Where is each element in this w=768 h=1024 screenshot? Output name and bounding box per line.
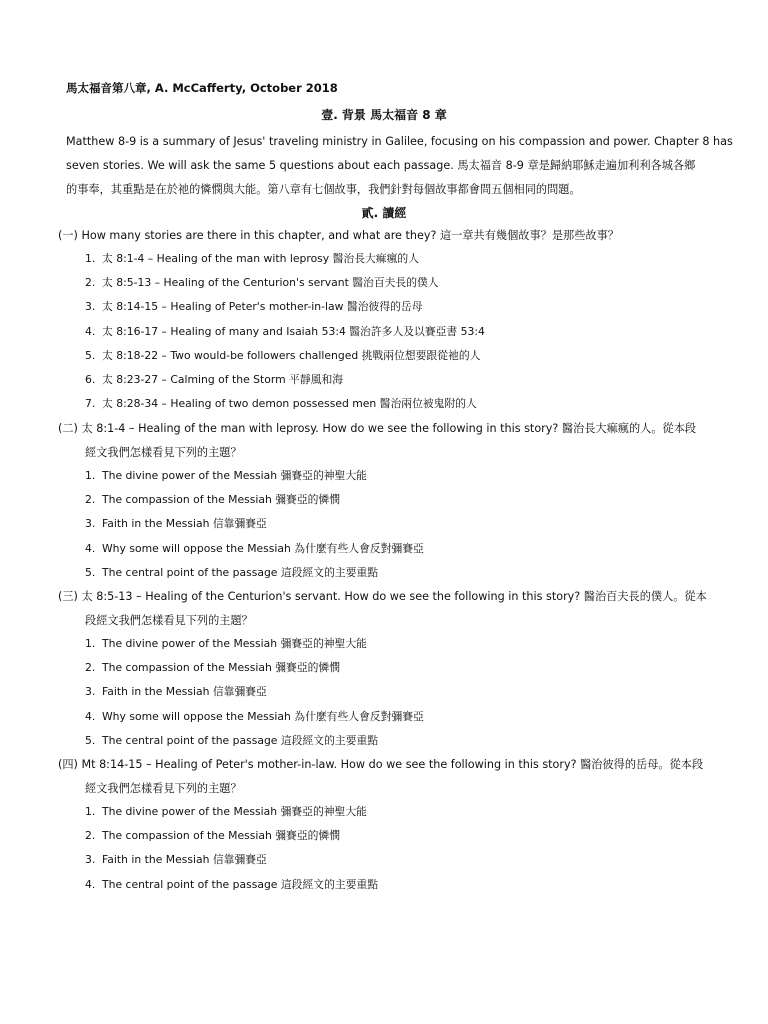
item-text: 太 8:18-22 – Two would-be followers challenged 挑戰兩位想要跟從祂的人 — [102, 348, 481, 362]
item-number: 2. — [85, 276, 96, 290]
list-item — [85, 368, 485, 392]
item-number: 4. — [85, 324, 96, 338]
item-number: 4. — [85, 541, 96, 555]
item-number: 3. — [85, 685, 96, 699]
list-item — [85, 488, 424, 512]
list-item — [85, 320, 485, 344]
question-4 — [58, 753, 718, 801]
intro-line: seven stories. We will ask the same 5 questions about each passage. 馬太福音 8-9 章是歸納耶穌走遍加利利各城各鄉 — [66, 159, 696, 172]
item-number: 5. — [85, 565, 96, 579]
item-number: 3. — [85, 300, 96, 314]
item-text: 太 8:14-15 – Healing of Peter's mother-in-law 醫治彼得的岳母 — [102, 300, 423, 314]
question-text-continued: 經文我們怎樣看見下列的主題？ — [85, 782, 242, 795]
question-text-continued: 經文我們怎樣看見下列的主題？ — [85, 446, 242, 459]
item-text: The central point of the passage 這段經文的主要重點 — [102, 877, 379, 891]
list-item — [85, 512, 424, 536]
list-item — [85, 705, 424, 729]
item-number: 2. — [85, 661, 96, 675]
item-number: 5. — [85, 733, 96, 747]
item-text: Faith in the Messiah 信靠彌賽亞 — [102, 685, 267, 699]
item-number: 2. — [85, 493, 96, 507]
question-text: (四) Mt 8:14-15 – Healing of Peter's mother-in-law. How do we see the following in this story? 醫治彼得的岳母。從本段 — [58, 758, 704, 771]
item-text: 太 8:16-17 – Healing of many and Isaiah 53:4 醫治許多人及以賽亞書 53:4 — [102, 324, 485, 338]
question-text: (三) 太 8:5-13 – Healing of the Centurion's servant. How do we see the following in this story? 醫治百夫長的僕人。從本 — [58, 590, 707, 603]
item-number: 2. — [85, 829, 96, 843]
item-number: 1. — [85, 469, 96, 482]
item-text: The compassion of the Messiah 彌賽亞的憐憫 — [102, 493, 341, 507]
list-item — [85, 680, 424, 704]
list-item — [85, 247, 485, 271]
list-item — [85, 656, 424, 680]
item-text: 太 8:1-4 – Healing of the man with leprosy 醫治長大痲瘋的人 — [102, 252, 419, 265]
document-header: 馬太福音第八章, A. McCafferty, October 2018 — [66, 81, 338, 95]
item-number: 1. — [85, 252, 96, 265]
question-1 — [58, 224, 718, 248]
item-number: 7. — [85, 397, 96, 411]
list-item — [85, 632, 424, 656]
intro-line: 的事奉，其重點是在於祂的憐憫與大能。第八章有七個故事，我們針對每個故事都會問五個相同的問題。 — [66, 183, 581, 196]
item-number: 3. — [85, 517, 96, 531]
item-number: 1. — [85, 637, 96, 650]
item-text: Faith in the Messiah 信靠彌賽亞 — [102, 853, 267, 867]
item-text: The central point of the passage 這段經文的主要重點 — [102, 733, 379, 747]
list-item — [85, 537, 424, 561]
question-4-list — [85, 800, 378, 897]
question-3 — [58, 585, 718, 633]
item-text: The divine power of the Messiah 彌賽亞的神聖大能 — [102, 637, 367, 650]
question-text: (二) 太 8:1-4 – Healing of the man with leprosy. How do we see the following in this story? 醫治長大痲瘋的人。從本段 — [58, 422, 697, 435]
list-item — [85, 848, 378, 872]
item-number: 6. — [85, 372, 96, 386]
list-item — [85, 800, 378, 824]
intro-paragraph — [66, 130, 733, 202]
question-2-list — [85, 464, 424, 585]
list-item — [85, 392, 485, 416]
item-number: 1. — [85, 805, 96, 818]
list-item — [85, 729, 424, 753]
item-text: Why some will oppose the Messiah 為什麼有些人會反對彌賽亞 — [102, 709, 424, 723]
question-text-continued: 段經文我們怎樣看見下列的主題？ — [85, 614, 253, 627]
list-item — [85, 824, 378, 848]
list-item — [85, 464, 424, 488]
item-text: The divine power of the Messiah 彌賽亞的神聖大能 — [102, 805, 367, 818]
list-item — [85, 344, 485, 368]
item-text: The divine power of the Messiah 彌賽亞的神聖大能 — [102, 469, 367, 482]
item-text: Why some will oppose the Messiah 為什麼有些人會反對彌賽亞 — [102, 541, 424, 555]
item-text: 太 8:23-27 – Calming of the Storm 平靜風和海 — [102, 372, 344, 386]
question-text: (一) How many stories are there in this chapter, and what are they? 這一章共有幾個故事？是那些故事？ — [58, 229, 619, 242]
question-2 — [58, 417, 718, 465]
list-item — [85, 271, 485, 295]
item-number: 4. — [85, 877, 96, 891]
item-text: 太 8:28-34 – Healing of two demon possessed men 醫治兩位被鬼附的人 — [102, 397, 477, 411]
question-1-list — [85, 247, 485, 416]
section-1-title: 壹. 背景 馬太福音 8 章 — [321, 108, 447, 122]
item-text: 太 8:5-13 – Healing of the Centurion's servant 醫治百夫長的僕人 — [102, 276, 439, 290]
list-item — [85, 295, 485, 319]
question-3-list — [85, 632, 424, 753]
item-number: 4. — [85, 709, 96, 723]
item-text: The central point of the passage 這段經文的主要重點 — [102, 565, 379, 579]
item-text: The compassion of the Messiah 彌賽亞的憐憫 — [102, 661, 341, 675]
list-item — [85, 561, 424, 585]
section-2-title: 貳. 讀經 — [361, 206, 407, 220]
item-number: 5. — [85, 348, 96, 362]
item-number: 3. — [85, 853, 96, 867]
list-item — [85, 873, 378, 897]
item-text: Faith in the Messiah 信靠彌賽亞 — [102, 517, 267, 531]
intro-line: Matthew 8-9 is a summary of Jesus' traveling ministry in Galilee, focusing on his compassion and power. Chapter 8 has — [66, 135, 733, 148]
item-text: The compassion of the Messiah 彌賽亞的憐憫 — [102, 829, 341, 843]
